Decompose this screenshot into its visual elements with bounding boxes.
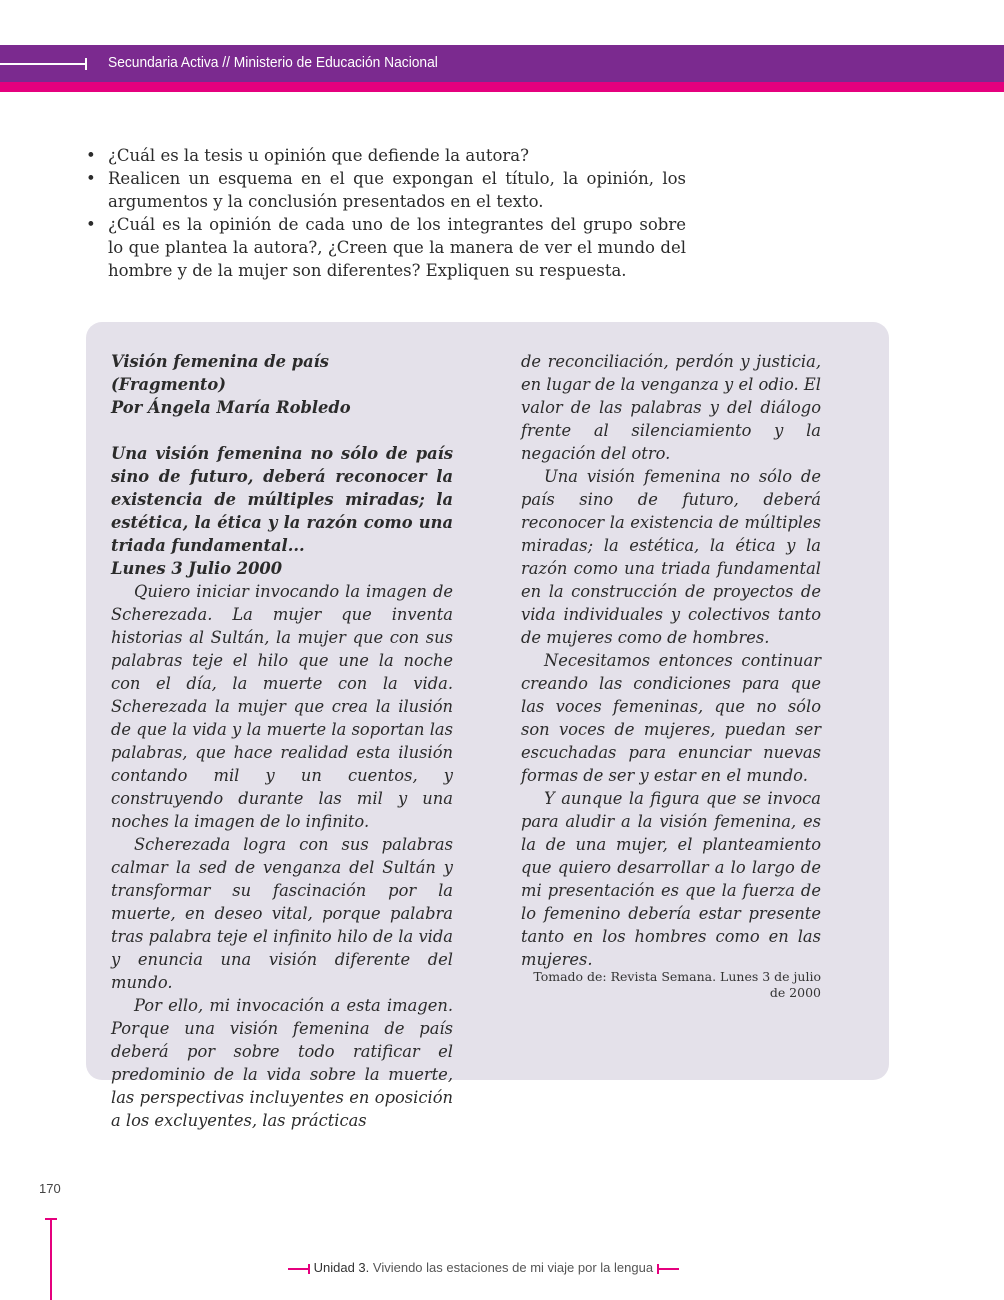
reading-paragraph: Quiero iniciar invocando la imagen de Scherezada. La mujer que inventa historias al Sultán, la mujer que con sus palabras teje el hilo que une la noche con el día, la muerte con la vida. Scherezada la mujer que crea la ilusión de que la vida y la muerte la soportan las palabras, que hace realidad esta ilusión contando mil y un cuentos, y construyendo durante las mil y una noches la imagen de lo infinito. xyxy=(111,582,453,831)
header-rule xyxy=(0,63,86,65)
bullet-icon: • xyxy=(86,169,96,188)
reading-paragraph-continuation: de reconciliación, perdón y justicia, en lugar de la venganza y el odio. El valor de las palabras y del diálogo frente al silenciamiento y la negación del otro. xyxy=(521,352,821,463)
question-item xyxy=(86,167,686,213)
reading-title: Visión femenina de país xyxy=(111,352,329,371)
reading-paragraph: Por ello, mi invocación a esta imagen. Porque una visión femenina de país deberá por sobre todo ratificar el predominio de la vida sobre la muerte, las perspectivas incluyentes en oposición a los excluyentes, las prácticas xyxy=(111,996,453,1130)
question-text: ¿Cuál es la tesis u opinión que defiende la autora? xyxy=(108,146,529,165)
footer-unit-title: Viviendo las estaciones de mi viaje por la lengua xyxy=(372,1260,654,1275)
reading-left-column xyxy=(111,350,453,1132)
reading-paragraph: Y aunque la figura que se invoca para aludir a la visión femenina, es la de una mujer, el planteamiento que quiero desarrollar a lo largo de mi presentación es que la fuerza de lo femenino debería estar presente tanto en los hombres como en las mujeres. xyxy=(521,789,821,969)
spacer xyxy=(111,419,453,442)
page-number: 170 xyxy=(39,1181,61,1196)
reading-source: Tomado de: Revista Semana. Lunes 3 de julio de 2000 xyxy=(533,969,821,1000)
header-title: Secundaria Activa // Ministerio de Educación Nacional xyxy=(108,54,438,71)
header-accent-stripe xyxy=(0,82,1004,92)
reading-date: Lunes 3 Julio 2000 xyxy=(111,559,283,578)
reading-paragraph: Scherezada logra con sus palabras calmar la sed de venganza del Sultán y transformar su fascinación por la muerte, en deseo vital, porque palabra tras palabra teje el infinito hilo de la vida y enuncia una visión diferente del mundo. xyxy=(111,835,453,992)
question-list xyxy=(86,144,686,282)
header-rule-tick xyxy=(85,58,87,70)
reading-fragment-note: (Fragmento) xyxy=(111,375,226,394)
reading-paragraph: Una visión femenina no sólo de país sino de futuro, deberá reconocer la existencia de múltiples miradas; la estética, la ética y la razón como una triada fundamental en la construcción de proyectos de vida individuales y colectivos tanto de mujeres como de hombres. xyxy=(521,467,821,647)
question-item xyxy=(86,144,686,167)
bullet-icon: • xyxy=(86,215,96,234)
reading-lead: Una visión femenina no sólo de país sino de futuro, deberá reconocer la existencia de múltiples miradas; la estética, la ética y la razón como una triada fundamental... xyxy=(111,444,453,555)
question-text: ¿Cuál es la opinión de cada uno de los integrantes del grupo sobre lo que plantea la autora?, ¿Creen que la manera de ver el mundo del hombre y de la mujer son diferentes? Expliquen su respuesta. xyxy=(108,215,686,280)
question-item xyxy=(86,213,686,282)
footer-unit-line xyxy=(288,1260,679,1278)
footer-dash-left xyxy=(288,1268,310,1270)
footer-unit-label: Unidad 3. xyxy=(313,1260,370,1275)
question-text: Realicen un esquema en el que expongan el título, la opinión, los argumentos y la conclusión presentados en el texto. xyxy=(108,169,686,211)
margin-rule xyxy=(50,1219,52,1300)
reading-paragraph: Necesitamos entonces continuar creando las condiciones para que las voces femeninas, que no sólo son voces de mujeres, puedan ser escuchadas para enunciar nuevas formas de ser y estar en el mundo. xyxy=(521,651,821,785)
reading-author: Por Ángela María Robledo xyxy=(111,398,351,417)
reading-right-column xyxy=(521,350,821,971)
bullet-icon: • xyxy=(86,146,96,165)
footer-dash-right xyxy=(657,1268,679,1270)
